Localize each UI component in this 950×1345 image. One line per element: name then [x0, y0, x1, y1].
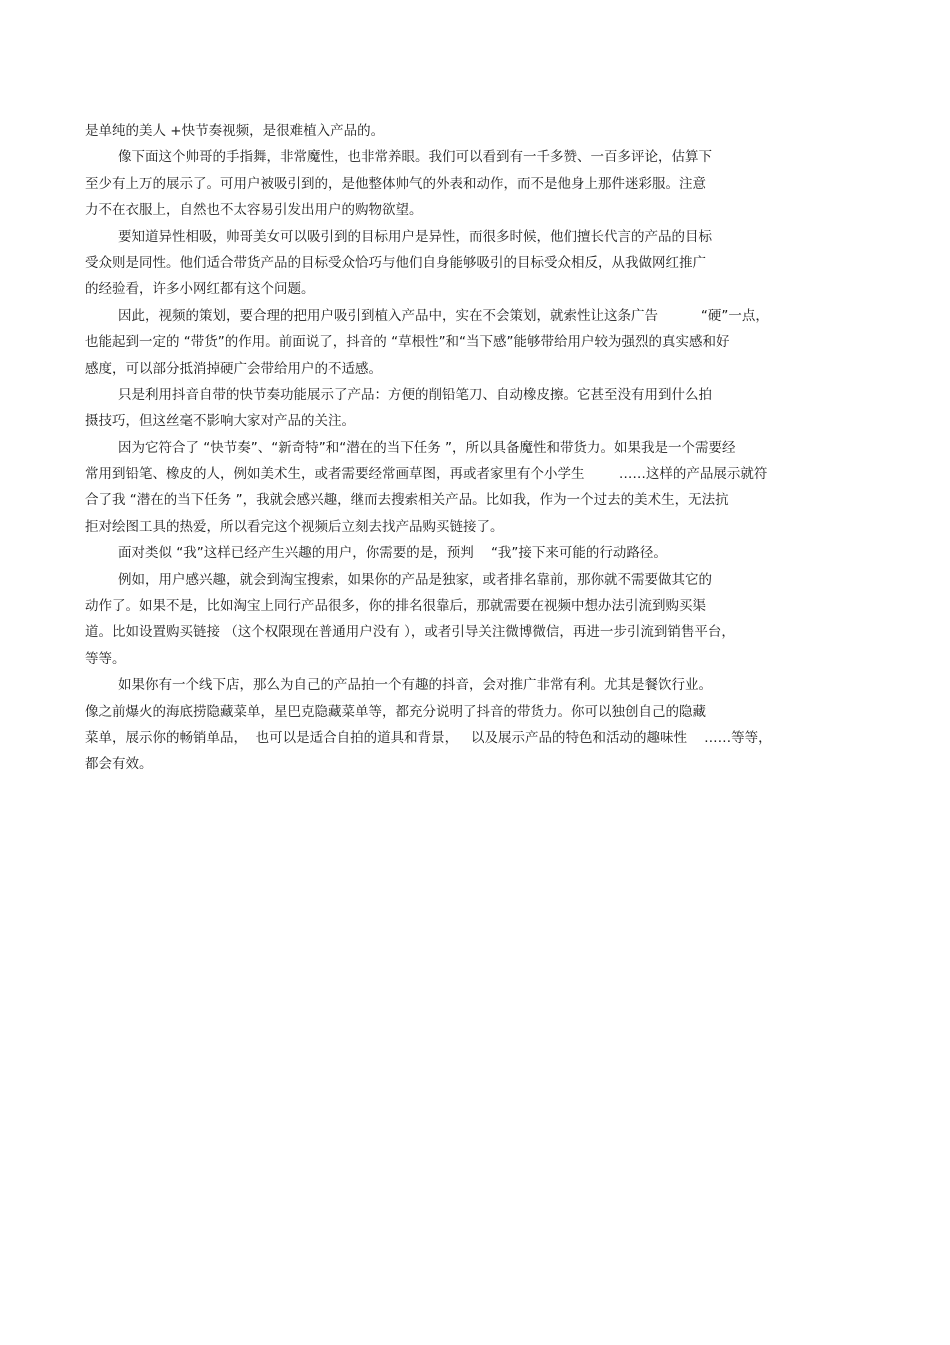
- text-line: 的经验看，许多小网红都有这个问题。: [85, 281, 315, 298]
- text-line: 例如，用户感兴趣，就会到淘宝搜索，如果你的产品是独家，或者排名靠前，那你就不需要做其它的: [118, 571, 712, 588]
- text-line: 面对类似 “我”这样已经产生兴趣的用户，你需要的是，预判 “我”接下来可能的行动路径。: [118, 545, 667, 562]
- text-line: 至少有上万的展示了。可用户被吸引到的，是他整体帅气的外表和动作，而不是他身上那件迷彩服。注意: [85, 175, 706, 192]
- text-line: 像之前爆火的海底捞隐藏菜单，星巴克隐藏菜单等，都充分说明了抖音的带货力。你可以独创自己的隐藏: [85, 703, 706, 720]
- text-line: 受众则是同性。他们适合带货产品的目标受众恰巧与他们自身能够吸引的目标受众相反，从我做网红推广: [85, 254, 706, 271]
- text-line: 道。比如设置购买链接 （这个权限现在普通用户没有 ），或者引导关注微博微信，再进一步引流到销售平台，: [85, 624, 735, 641]
- text-line: 也能起到一定的 “带货”的作用。前面说了，抖音的 “草根性”和“当下感”能够带给用户较为强烈的真实感和好: [85, 334, 730, 351]
- text-line: 因为它符合了 “快节奏”、“新奇特”和“潜在的当下任务 ”，所以具备魔性和带货力。如果我是一个需要经: [118, 439, 736, 456]
- text-line: 是单纯的美人 +快节奏视频，是很难植入产品的。: [85, 123, 385, 139]
- text-line: 菜单，展示你的畅销单品， 也可以是适合自拍的道具和背景， 以及展示产品的特色和活动的趣味性 ……等等，: [85, 729, 772, 746]
- text-line: 动作了。如果不是，比如淘宝上同行产品很多，你的排名很靠后，那就需要在视频中想办法引流到购买渠: [85, 598, 706, 615]
- text-line: 常用到铅笔、橡皮的人，例如美术生，或者需要经常画草图，再或者家里有个小学生 ……这样的产品展示就符: [85, 466, 768, 483]
- text-line: 感度，可以部分抵消掉硬广会带给用户的不适感。: [85, 360, 382, 377]
- text-line: 都会有效。: [85, 756, 153, 773]
- text-line: 力不在衣服上，自然也不太容易引发出用户的购物欲望。: [85, 202, 423, 219]
- text-line: 如果你有一个线下店，那么为自己的产品拍一个有趣的抖音，会对推广非常有利。尤其是餐饮行业。: [118, 677, 712, 694]
- text-line: 只是利用抖音自带的快节奏功能展示了产品：方便的削铅笔刀、自动橡皮擦。它甚至没有用到什么拍: [118, 386, 712, 403]
- text-line: 像下面这个帅哥的手指舞，非常魔性，也非常养眼。我们可以看到有一千多赞、一百多评论，估算下: [118, 149, 712, 166]
- document-body: [85, 118, 875, 778]
- text-line: 等等。: [85, 650, 126, 667]
- text-line: 合了我 “潜在的当下任务 ”，我就会感兴趣，继而去搜索相关产品。比如我，作为一个过去的美术生，无法抗: [85, 492, 729, 509]
- text-line: 要知道异性相吸，帅哥美女可以吸引到的目标用户是异性，而很多时候，他们擅长代言的产品的目标: [118, 228, 712, 245]
- text-line: 摄技巧，但这丝毫不影响大家对产品的关注。: [85, 413, 355, 430]
- text-line: 拒对绘图工具的热爱，所以看完这个视频后立刻去找产品购买链接了。: [85, 518, 504, 535]
- text-line: 因此，视频的策划，要合理的把用户吸引到植入产品中，实在不会策划，就索性让这条广告 “硬”一点，: [118, 307, 769, 324]
